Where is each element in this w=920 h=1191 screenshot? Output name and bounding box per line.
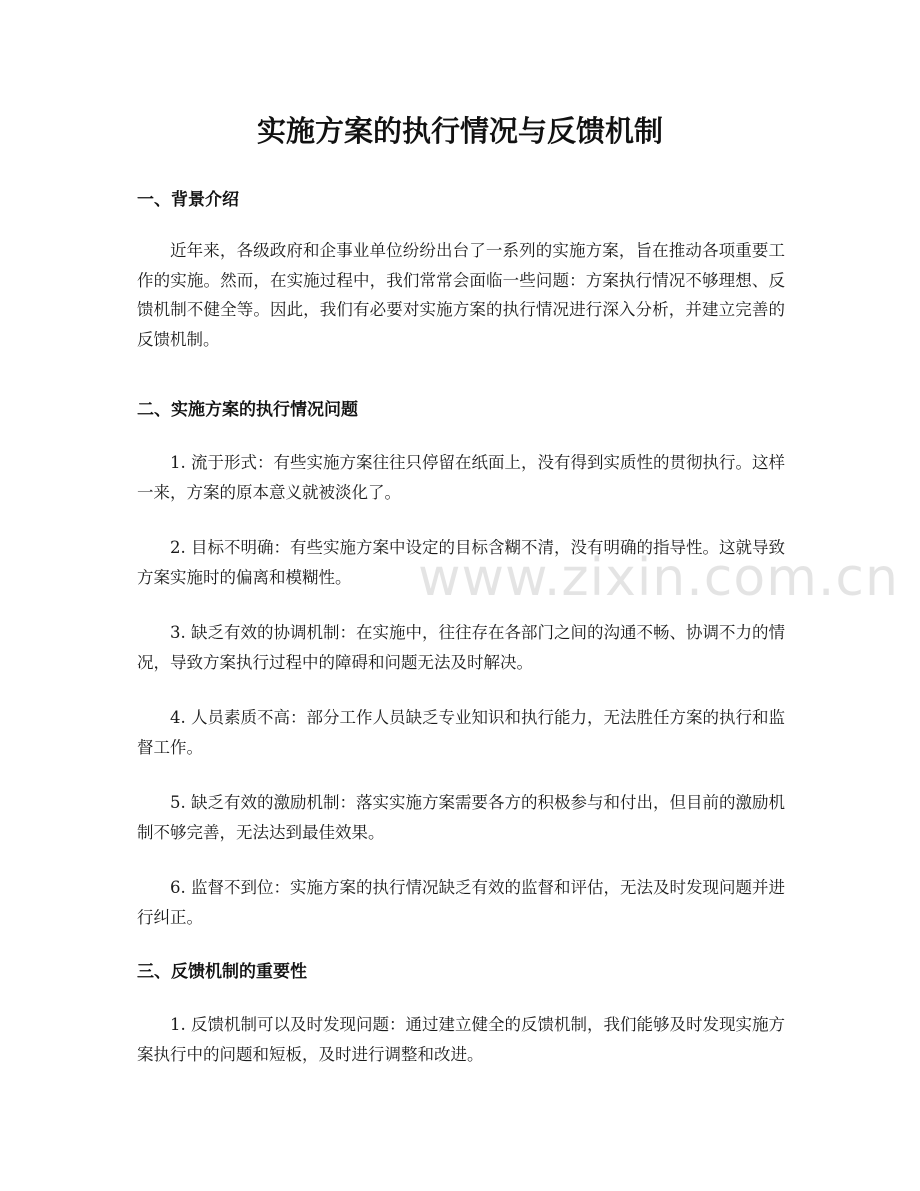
section-heading-background: 一、背景介绍	[137, 190, 239, 210]
paragraph-issue-5: 5. 缺乏有效的激励机制：落实实施方案需要各方的积极参与和付出，但目前的激励机制不够完善，无法达到最佳效果。	[137, 793, 785, 842]
paragraph-issue-2: 2. 目标不明确：有些实施方案中设定的目标含糊不清，没有明确的指导性。这就导致方案实施时的偏离和模糊性。	[137, 538, 785, 587]
paragraph-issue-4: 4. 人员素质不高：部分工作人员缺乏专业知识和执行能力，无法胜任方案的执行和监督工作。	[137, 708, 785, 757]
paragraph-issue-1: 1. 流于形式：有些实施方案往往只停留在纸面上，没有得到实质性的贯彻执行。这样一来，方案的原本意义就被淡化了。	[137, 453, 785, 502]
section-heading-feedback-importance: 三、反馈机制的重要性	[137, 962, 307, 982]
section-heading-execution-issues: 二、实施方案的执行情况问题	[137, 400, 358, 420]
paragraph-issue-6: 6. 监督不到位：实施方案的执行情况缺乏有效的监督和评估，无法及时发现问题并进行纠正。	[137, 878, 785, 927]
paragraph-feedback-1: 1. 反馈机制可以及时发现问题：通过建立健全的反馈机制，我们能够及时发现实施方案执行中的问题和短板，及时进行调整和改进。	[137, 1015, 785, 1064]
paragraph-issue-3: 3. 缺乏有效的协调机制：在实施中，往往存在各部门之间的沟通不畅、协调不力的情况，导致方案执行过程中的障碍和问题无法及时解决。	[137, 623, 785, 672]
watermark-text: www.zixin.com.cn	[418, 548, 899, 608]
paragraph-background: 近年来，各级政府和企事业单位纷纷出台了一系列的实施方案，旨在推动各项重要工作的实施。然而，在实施过程中，我们常常会面临一些问题：方案执行情况不够理想、反馈机制不健全等。因此，我们有必要对实施方案的执行情况进行深入分析，并建立完善的反馈机制。	[137, 241, 785, 349]
document-title: 实施方案的执行情况与反馈机制	[256, 114, 663, 148]
